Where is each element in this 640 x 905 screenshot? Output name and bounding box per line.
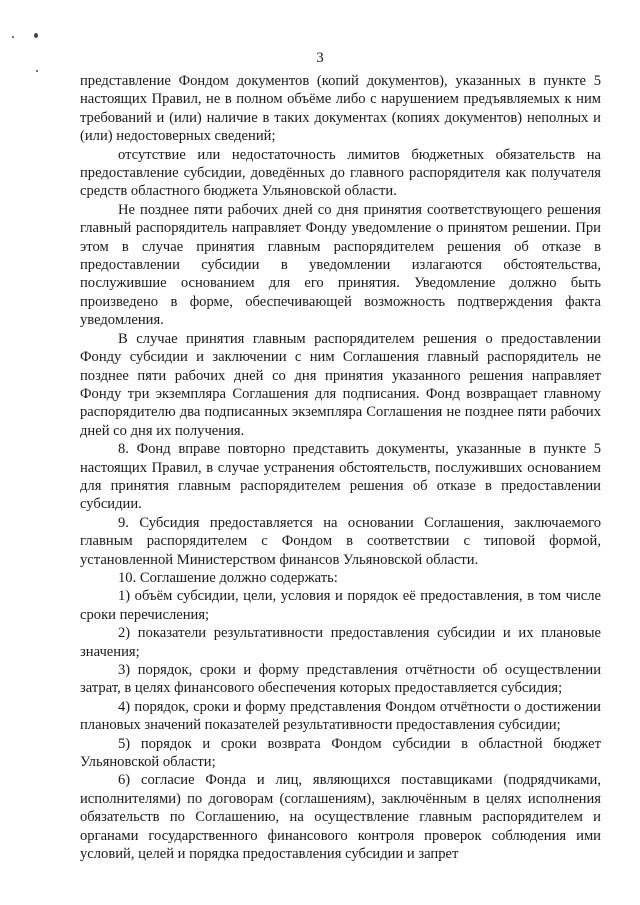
page-number: 3 — [316, 50, 324, 66]
paragraph: Не позднее пяти рабочих дней со дня принятия соответствующего решения главный распорядитель направляет Фонду уведомление о принятом решении. При этом в случае принятия главным распорядителем решения об отказе в предоставлении субсидии в уведомлении излагаются обстоятельства, послужившие основанием для его принятия. Уведомление должно быть произведено в форме, обеспечивающей возможность подтверждения факта уведомления. — [80, 201, 601, 329]
document-body — [80, 72, 601, 863]
list-item: 2) показатели результативности предоставления субсидии и их плановые значения; — [80, 625, 601, 660]
list-item: 3) порядок, сроки и форму представления отчётности об осуществлении затрат, в целях финансового обеспечения которых предоставляется субсидия; — [80, 662, 601, 697]
paragraph: отсутствие или недостаточность лимитов бюджетных обязательств на предоставление субсидии, доведённых до главного распорядителя как получателя средств областного бюджета Ульяновской области. — [80, 146, 601, 200]
paragraph: 8. Фонд вправе повторно представить документы, указанные в пункте 5 настоящих Правил, в случае устранения обстоятельств, послуживших основанием для принятия главным распорядителем решения об отказе в предоставлении субсидии. — [80, 441, 601, 513]
paragraph: представление Фондом документов (копий документов), указанных в пункте 5 настоящих Правил, не в полном объёме либо с нарушением предъявляемых к ним требований и (или) наличие в таких документах (копиях документов) неполных и (или) недостоверных сведений; — [80, 73, 601, 145]
list-item: 1) объём субсидии, цели, условия и порядок её предоставления, в том числе сроки перечисления; — [80, 588, 601, 623]
scan-speck — [12, 36, 14, 38]
paragraph: 9. Субсидия предоставляется на основании Соглашения, заключаемого главным распорядителем с Фондом в соответствии с типовой формой, установленной Министерством финансов Ульяновской области. — [80, 514, 601, 568]
paragraph: В случае принятия главным распорядителем решения о предоставлении Фонду субсидии и заключении с ним Соглашения главный распорядитель не позднее пяти рабочих дней со дня принятия указанного решения направляет Фонду три экземпляра Соглашения для подписания. Фонд возвращает главному распорядителю два подписанных экземпляра Соглашения не позднее пяти рабочих дней со дня их получения. — [80, 330, 601, 439]
scan-speck — [34, 33, 38, 38]
paragraph: 10. Соглашение должно содержать: — [118, 569, 338, 586]
list-item: 6) согласие Фонда и лиц, являющихся поставщиками (подрядчиками, исполнителями) по договорам (соглашениям), заключённым в целях исполнения обязательств по Соглашению, на осуществление главным распорядителем и органами государственного финансового контроля проверок соблюдения ими условий, целей и порядка предоставления субсидии и запрет — [80, 772, 601, 863]
list-item: 5) порядок и сроки возврата Фондом субсидии в областной бюджет Ульяновской области; — [80, 735, 601, 771]
scan-speck — [36, 70, 38, 72]
list-item: 4) порядок, сроки и форму представления Фондом отчётности о достижении плановых значений показателей результативности предоставления субсидии; — [80, 698, 601, 734]
